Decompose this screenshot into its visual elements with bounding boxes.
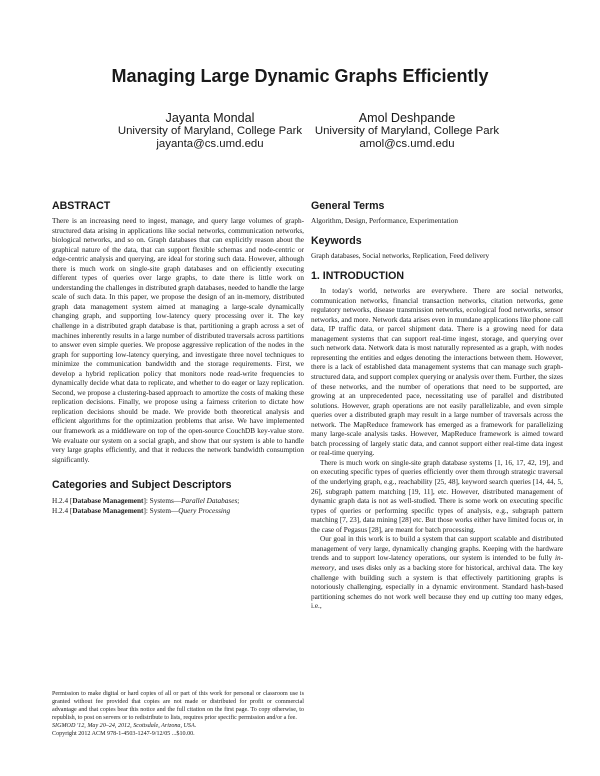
categories-heading: Categories and Subject Descriptors: [52, 479, 232, 492]
author-block-2: [287, 112, 527, 152]
keywords-heading: Keywords: [311, 234, 362, 247]
intro-paragraph-3: Our goal in this work is to build a system that can support scalable and distributed management of very large, dynamically changing graphs. Keeping with the hardware trends and to support low-latency operations, our system is intended to be fully in-memory, and uses disks only as a backing store for historical, archival data. The key challenge with building such a system is that effectively partitioning graphs is notoriously challenging, especially in a dynamic environment. Standard hash-based partitioning schemes do not work well because they end up cutting too many edges, i.e.,: [311, 535, 563, 611]
paper-title: Managing Large Dynamic Graphs Efficiently: [111, 66, 489, 86]
intro-paragraph-2: There is much work on single-site graph database systems [1, 16, 17, 42, 19], and on executing specific types of queries efficiently over them through strategic traversal of the underlying graph, e.g., reachability [25, 48], keyword search queries [14, 44, 5, 26], subgraph pattern matching [19, 11], etc. However, distributed management of dynamic graph data is not as well-studied. There is some work on executing specific types of queries or performing specific types of analysis, e.g., subgraph pattern matching [7, 23], data mining [28] etc. But those works either have limited focus or, in the case of Pegasus [28], are meant for batch processing.: [311, 458, 563, 534]
author-affiliation: University of Maryland, College Park: [117, 125, 303, 138]
abstract-text: There is an increasing need to ingest, manage, and query large volumes of graph-structured data arising in applications like social networks, communication networks, biological networks, and so on. Graph databases that can explicitly reason about the graphical nature of the data, that can support flexible schemas and node-centric or edge-centric analysis and querying, are ideal for storing such data. However, although there is much work on single-site graph databases and on efficiently executing different types of queries over large graphs, to date there is little work on understanding the challenges in distributed graph databases, needed to handle the large scale of such data. In this paper, we propose the design of an in-memory, distributed graph data management system aimed at managing a large-scale dynamically changing graph, and supporting low-latency query processing over it. The key challenge in a distributed graph database is that, partitioning a graph across a set of machines inherently results in a large number of distributed traversals across partitions to answer even simple queries. We propose aggressive replication of the nodes in the graph for supporting low-latency querying, and investigate three novel techniques to minimize the communication bandwidth and the storage requirements. First, we develop a hybrid replication policy that monitors node read-write frequencies to dynamically decide what data to replicate, and whether to do eager or lazy replication. Second, we propose a clustering-based approach to amortize the costs of making these replication decisions. Finally, we propose using a fairness criterion to dictate how replication decisions should be made. We provide both theoretical analysis and efficient algorithms for the optimization problems that arise. We have implemented our framework as a middleware on top of the open-source CouchDB key-value store. We evaluate our system on a social graph, and show that our system is able to handle very large graphs efficiently, and that it reduces the network bandwidth consumption significantly.: [52, 217, 304, 464]
abstract-heading: ABSTRACT: [52, 200, 111, 212]
introduction-heading: 1. INTRODUCTION: [311, 270, 404, 283]
general-terms-heading: General Terms: [311, 200, 385, 212]
category-line-1: H.2.4 [Database Management]: Systems—Parallel Databases;: [52, 497, 240, 506]
right-column: [311, 200, 563, 612]
permission-notice: [52, 690, 304, 739]
author-name: Jayanta Mondal: [165, 111, 255, 125]
author-email: amol@cs.umd.edu: [359, 138, 455, 151]
keywords-text: Graph databases, Social networks, Replication, Feed delivery: [311, 251, 490, 260]
copyright-line: Copyright 2012 ACM 978-1-4503-1247-9/12/05 ...$10.00.: [52, 731, 195, 738]
permission-text: Permission to make digital or hard copies of all or part of this work for personal or classroom use is granted without fee provided that copies are not made or distributed for profit or commercial advantage and that copies bear this notice and the full citation on the first page. To copy otherwise, to republish, to post on servers or to redistribute to lists, requires prior specific permission and/or a fee.: [52, 691, 304, 722]
author-name: Amol Deshpande: [358, 111, 456, 125]
category-line-2: H.2.4 [Database Management]: System—Query Processing: [52, 507, 231, 516]
conference-info: SIGMOD '12, May 20–24, 2012, Scottsdale, Arizona, USA.: [52, 723, 197, 730]
categories-list: [52, 496, 304, 516]
general-terms-text: Algorithm, Design, Performance, Experimentation: [311, 217, 458, 225]
intro-paragraph-1: In today's world, networks are everywhere. There are social networks, communication networks, financial transaction networks, citation networks, gene regulatory networks, disease transmission networks, ecological food networks, sensor networks, and more. Network data arises even in mundane applications like phone call data, IP traffic data, or parcel shipment data. There is a growing need for data management systems that can support real-time ingest, storage, and querying over such network data. Network data is most naturally represented as a graph, with nodes representing the entities and edges denoting the interactions between them. However, there is a lack of established data management systems that can manage such graph-structured data, and support complex querying or analysis over them. Further, the sizes of these networks, and the number of operations that need to be supported, are growing at an unprecedented pace, necessitating use of parallel and distributed solutions. However, graph operations are not easily parallelizable, and even simple queries over a distributed graph may result in a large number of traversals across the network. The MapReduce framework has emerged as a framework for parallelizing many large-scale analysis tasks. However, MapReduce framework is aimed toward batch processing of largely static data, and cannot support either real-time data ingest or real-time querying.: [311, 287, 563, 458]
left-column: [52, 200, 304, 516]
author-affiliation: University of Maryland, College Park: [314, 125, 500, 138]
author-email: jayanta@cs.umd.edu: [156, 138, 264, 151]
